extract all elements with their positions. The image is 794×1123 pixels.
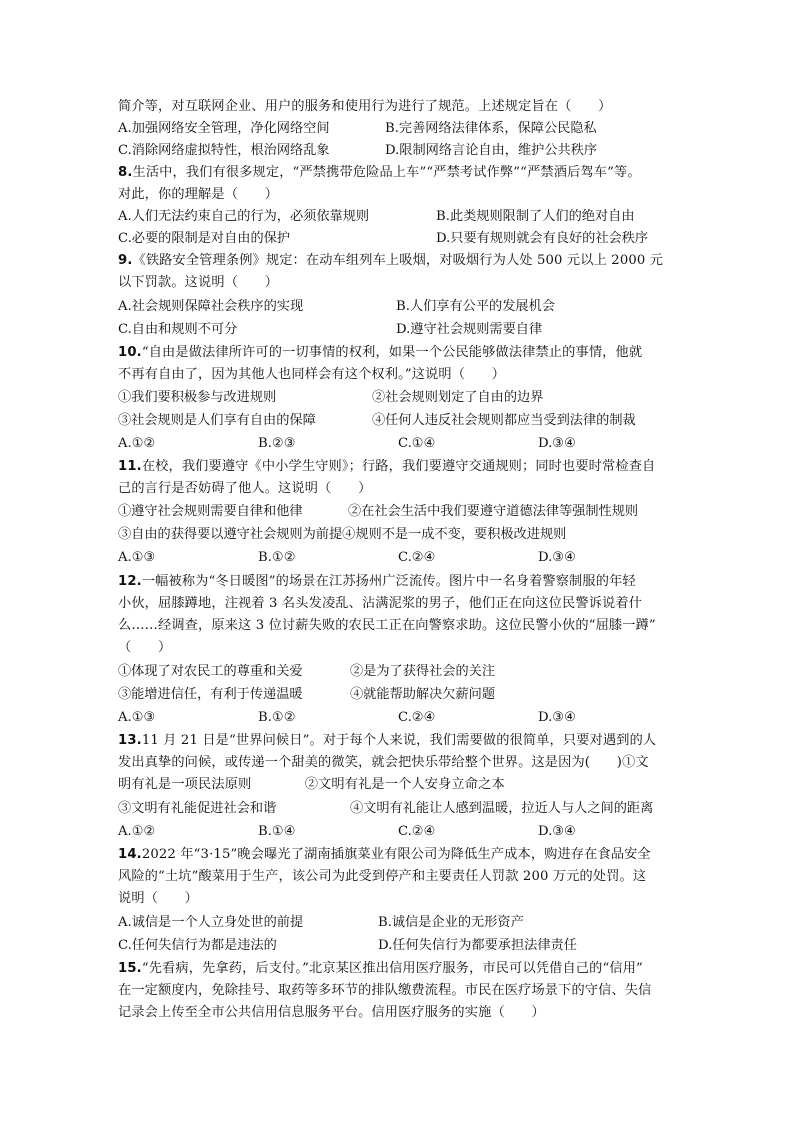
q9-option-b[interactable]: B.人们享有公平的发展机会 (396, 299, 555, 314)
q10-option-b[interactable]: B.②③ (258, 436, 296, 451)
q11-statement-3-4: ③自由的获得要以遵守社会规则为前提④规则不是一成不变，要积极改进规则 (118, 527, 567, 542)
q11-statement-2: ②在社会生活中我们要遵守道德法律等强制性规则 (348, 504, 639, 519)
q12-stem-line-3: 么……经调查，原来这 3 位讨薪失败的农民工正在向警察求助。这位民警小伙的“屈膝一蹲” (118, 618, 656, 633)
q14-option-b[interactable]: B.诚信是企业的无形资产 (378, 915, 524, 930)
q15-stem-line-3: 记录会上传至全市公共信用信息服务平台。信用医疗服务的实施（ ） (118, 1005, 545, 1020)
q13-option-b[interactable]: B.①④ (258, 824, 296, 839)
q10-stem-line-2: 不再有自由了，因为其他人也同样会有这个权利。”这说明（ ） (118, 367, 506, 382)
q8-option-a[interactable]: A.人们无法约束自己的行为，必须依靠规则 (118, 209, 370, 224)
q12-statement-4: ④就能帮助解决欠薪问题 (350, 687, 496, 702)
q14-stem-line-2: 风险的“土坑”酸菜用于生产，该公司为此受到停产和主要责任人罚款 200 万元的处罚。这 (118, 869, 647, 884)
q9-option-c[interactable]: C.自由和规则不可分 (118, 322, 238, 337)
q12-statement-2: ②是为了获得社会的关注 (350, 664, 496, 679)
q7-option-d[interactable]: D.限制网络言论自由，维护公共秩序 (385, 143, 598, 158)
q9-stem-line-1: 9.《铁路安全管理条例》规定：在动车组列车上吸烟，对吸烟行为人处 500 元以上 2000 元 (118, 253, 664, 268)
q11-stem-line-1: 11.在校，我们要遵守《中小学生守则》；行路，我们要遵守交通规则；同时也要时常检查自 (118, 459, 656, 474)
q13-option-d[interactable]: D.③④ (538, 824, 576, 839)
q8-stem-line-2: 对此，你的理解是（ ） (118, 187, 279, 202)
q14-number: 14. (118, 847, 142, 862)
q14-stem-line-1: 14.2022 年“3·15”晚会曝光了湖南插旗菜业有限公司为降低生产成本，购进存在食品安全 (118, 847, 651, 862)
q13-statement-3: ③文明有礼能促进社会和谐 (118, 801, 277, 816)
q12-option-b[interactable]: B.①② (258, 710, 296, 725)
q15-number: 15. (118, 961, 142, 976)
q12-option-d[interactable]: D.③④ (538, 710, 576, 725)
q9-number: 9. (118, 253, 133, 268)
q7-option-b[interactable]: B.完善网络法律体系，保障公民隐私 (385, 121, 597, 136)
q11-stem-line-2: 己的言行是否妨碍了他人。这说明（ ） (118, 481, 372, 496)
q7-option-c[interactable]: C.消除网络虚拟特性，根治网络乱象 (118, 143, 330, 158)
q12-option-c[interactable]: C.②④ (398, 710, 436, 725)
q14-option-c[interactable]: C.任何失信行为都是违法的 (118, 938, 277, 953)
q13-number: 13. (118, 733, 142, 748)
q14-option-d[interactable]: D.任何失信行为都要承担法律责任 (378, 938, 577, 953)
q13-stem-line-1: 13.11 月 21 日是“世界问候日”。对于每个人来说，我们需要做的很简单，只要对遇到的人 (118, 733, 657, 748)
q13-option-a[interactable]: A.①② (118, 824, 156, 839)
q10-option-c[interactable]: C.①④ (398, 436, 436, 451)
q11-statement-1: ①遵守社会规则需要自律和他律 (118, 504, 303, 519)
q14-stem-line-3: 说明（ ） (118, 891, 199, 906)
q13-stem-line-3: 明有礼是一项民法原则 ②文明有礼是一个人安身立命之本 (118, 777, 505, 792)
q10-statement-4: ④任何人违反社会规则都应当受到法律的制裁 (372, 413, 636, 428)
q11-option-b[interactable]: B.①② (258, 550, 296, 565)
q9-option-a[interactable]: A.社会规则保障社会秩序的实现 (118, 299, 304, 314)
q10-statement-1: ①我们要积极参与改进规则 (118, 390, 277, 405)
q13-stem-line-2: 发出真挚的问候，或传递一个甜美的微笑，就会把快乐带给整个世界。这是因为( )①文 (118, 755, 649, 770)
q14-option-a[interactable]: A.诚信是一个人立身处世的前提 (118, 915, 304, 930)
q7-stem-continued: 简介等，对互联网企业、用户的服务和使用行为进行了规范。上述规定旨在（ ） (118, 99, 612, 114)
q12-option-a[interactable]: A.①③ (118, 710, 156, 725)
q15-stem-line-2: 在一定额度内，免除挂号、取药等多环节的排队缴费流程。市民在医疗场景下的守信、失信 (118, 983, 652, 998)
q15-stem-line-1: 15.“先看病，先拿药，后支付。”北京某区推出信用医疗服务，市民可以凭借自己的“信用” (118, 961, 643, 976)
q10-statement-2: ②社会规则划定了自由的边界 (372, 390, 544, 405)
q8-stem-line-1: 8.生活中，我们有很多规定，“严禁携带危险品上车”“严禁考试作弊”“严禁酒后驾车”等。 (118, 165, 641, 180)
q12-statement-1: ①体现了对农民工的尊重和关爱 (118, 664, 303, 679)
q13-option-c[interactable]: C.②④ (398, 824, 436, 839)
q11-option-d[interactable]: D.③④ (538, 550, 576, 565)
q10-option-d[interactable]: D.③④ (538, 436, 576, 451)
q11-number: 11. (118, 459, 142, 474)
q8-option-d[interactable]: D.只要有规则就会有良好的社会秩序 (436, 231, 649, 246)
q9-stem-line-2: 以下罚款。这说明（ ） (118, 275, 279, 290)
q10-stem-line-1: 10.“自由是做法律所许可的一切事情的权利，如果一个公民能够做法律禁止的事情，他就 (118, 345, 643, 360)
q8-option-b[interactable]: B.此类规则限制了人们的绝对自由 (436, 209, 635, 224)
q12-number: 12. (118, 574, 142, 589)
q10-statement-3: ③社会规则是人们享有自由的保障 (118, 413, 316, 428)
q7-option-a[interactable]: A.加强网络安全管理，净化网络空间 (118, 121, 330, 136)
q8-option-c[interactable]: C.必要的限制是对自由的保护 (118, 231, 291, 246)
q11-option-c[interactable]: C.②④ (398, 550, 436, 565)
q12-stem-line-1: 12.一幅被称为“冬日暖图”的场景在江苏扬州广泛流传。图片中一名身着警察制服的年轻 (118, 574, 636, 589)
q10-number: 10. (118, 345, 142, 360)
q10-option-a[interactable]: A.①② (118, 436, 156, 451)
q11-option-a[interactable]: A.①③ (118, 550, 156, 565)
q12-stem-line-4: （ ） (118, 640, 172, 655)
q12-stem-line-2: 小伙，屈膝蹲地，注视着 3 名头发凌乱、沾满泥浆的男子，他们正在向这位民警诉说着什 (118, 596, 643, 611)
q9-option-d[interactable]: D.遵守社会规则需要自律 (396, 322, 543, 337)
q13-statement-4: ④文明有礼能让人感到温暖，拉近人与人之间的距离 (350, 801, 654, 816)
q8-number: 8. (118, 165, 133, 180)
q12-statement-3: ③能增进信任，有利于传递温暖 (118, 687, 303, 702)
